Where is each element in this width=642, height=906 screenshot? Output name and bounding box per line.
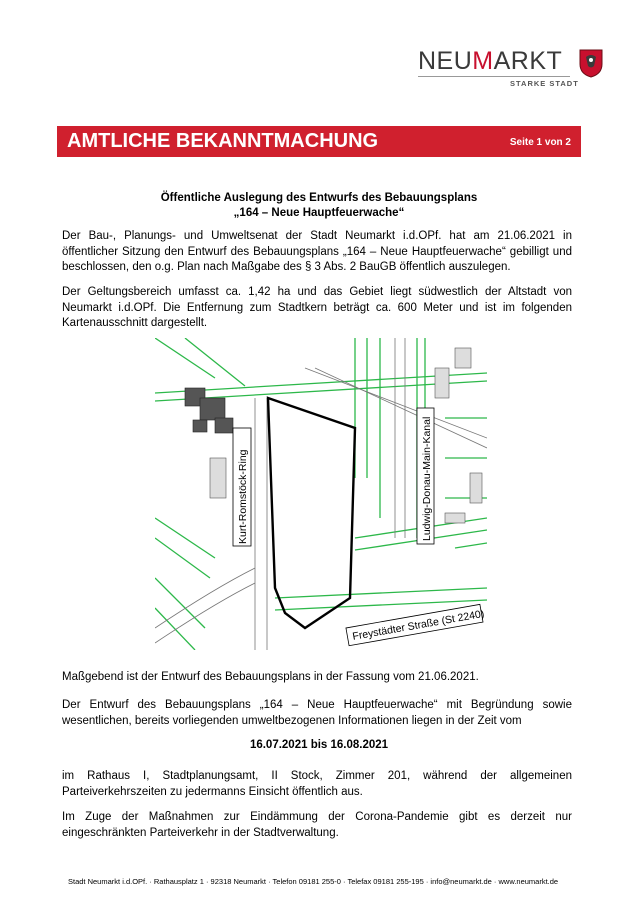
- footer-contact: Stadt Neumarkt i.d.OPf. · Rathausplatz 1 · 92318 Neumarkt · Telefon 09181 255-0 · Telefax 09181 255-195 · info@neumarkt.de · www.neumarkt.de: [68, 877, 559, 886]
- display-period: 16.07.2021 bis 16.08.2021: [249, 739, 389, 751]
- document-heading-line1: Öffentliche Auslegung des Entwurfs des Bebauungsplans: [160, 192, 478, 204]
- paragraph-version: Maßgebend ist der Entwurf des Bebauungsplans in der Fassung vom 21.06.2021.: [62, 671, 479, 683]
- label-ludwig-donau-main-kanal: Ludwig-Donau-Main-Kanal: [421, 416, 433, 541]
- document-heading-line2: „164 – Neue Hauptfeuerwache“: [233, 207, 405, 219]
- label-kurt-romstoeck-ring: Kurt-Romstöck-Ring: [237, 449, 249, 544]
- banner-title: AMTLICHE BEKANNTMACHUNG: [67, 130, 379, 152]
- map-label-ring: [233, 428, 251, 546]
- city-logo: [418, 48, 608, 94]
- paragraph-corona: Im Zuge der Maßnahmen zur Eindämmung der Corona-Pandemie gibt es derzeit nur eingeschränkten Parteiverkehr in der Stadtverwaltung.: [62, 811, 572, 839]
- paragraph-resolution: Der Bau-, Planungs- und Umweltsenat der Stadt Neumarkt i.d.OPf. hat am 21.06.2021 in öffentlicher Sitzung den Entwurf des Bebauungsplans „164 – Neue Hauptfeuerwache“ gebilligt und beschlossen, den o.g. Plan nach Maßgabe des § 3 Abs. 2 BauGB öffentlich auszulegen.: [62, 230, 572, 273]
- label-freystaedter-strasse: Freystädter Straße (St 2240): [351, 607, 486, 643]
- logo-tagline: STARKE STADT: [510, 79, 579, 88]
- paragraph-display: Der Entwurf des Bebauungsplans „164 – Neue Hauptfeuerwache“ mit Begründung sowie wesentlichen, bereits vorliegenden umweltbezogenen Informationen liegen in der Zeit vom: [62, 699, 572, 727]
- map-label-kanal: [417, 408, 434, 544]
- logo-wordmark: NEUMARKT: [418, 47, 563, 75]
- page-indicator: Seite 1 von 2: [509, 137, 571, 148]
- site-map: [155, 338, 487, 650]
- logo-rule: [418, 76, 570, 77]
- announcement-banner: [57, 126, 581, 157]
- paragraph-area: Der Geltungsbereich umfasst ca. 1,42 ha und das Gebiet liegt südwestlich der Altstadt von Neumarkt i.d.OPf. Die Entfernung zum Stadtkern beträgt ca. 600 Meter und ist im folgenden Kartenausschnitt dargestellt.: [62, 286, 572, 329]
- coat-of-arms-icon: [578, 48, 604, 78]
- paragraph-location: im Rathaus I, Stadtplanungsamt, II Stock, Zimmer 201, während der allgemeinen Parteiverkehrszeiten zu jedermanns Einsicht öffentlich aus.: [62, 770, 572, 798]
